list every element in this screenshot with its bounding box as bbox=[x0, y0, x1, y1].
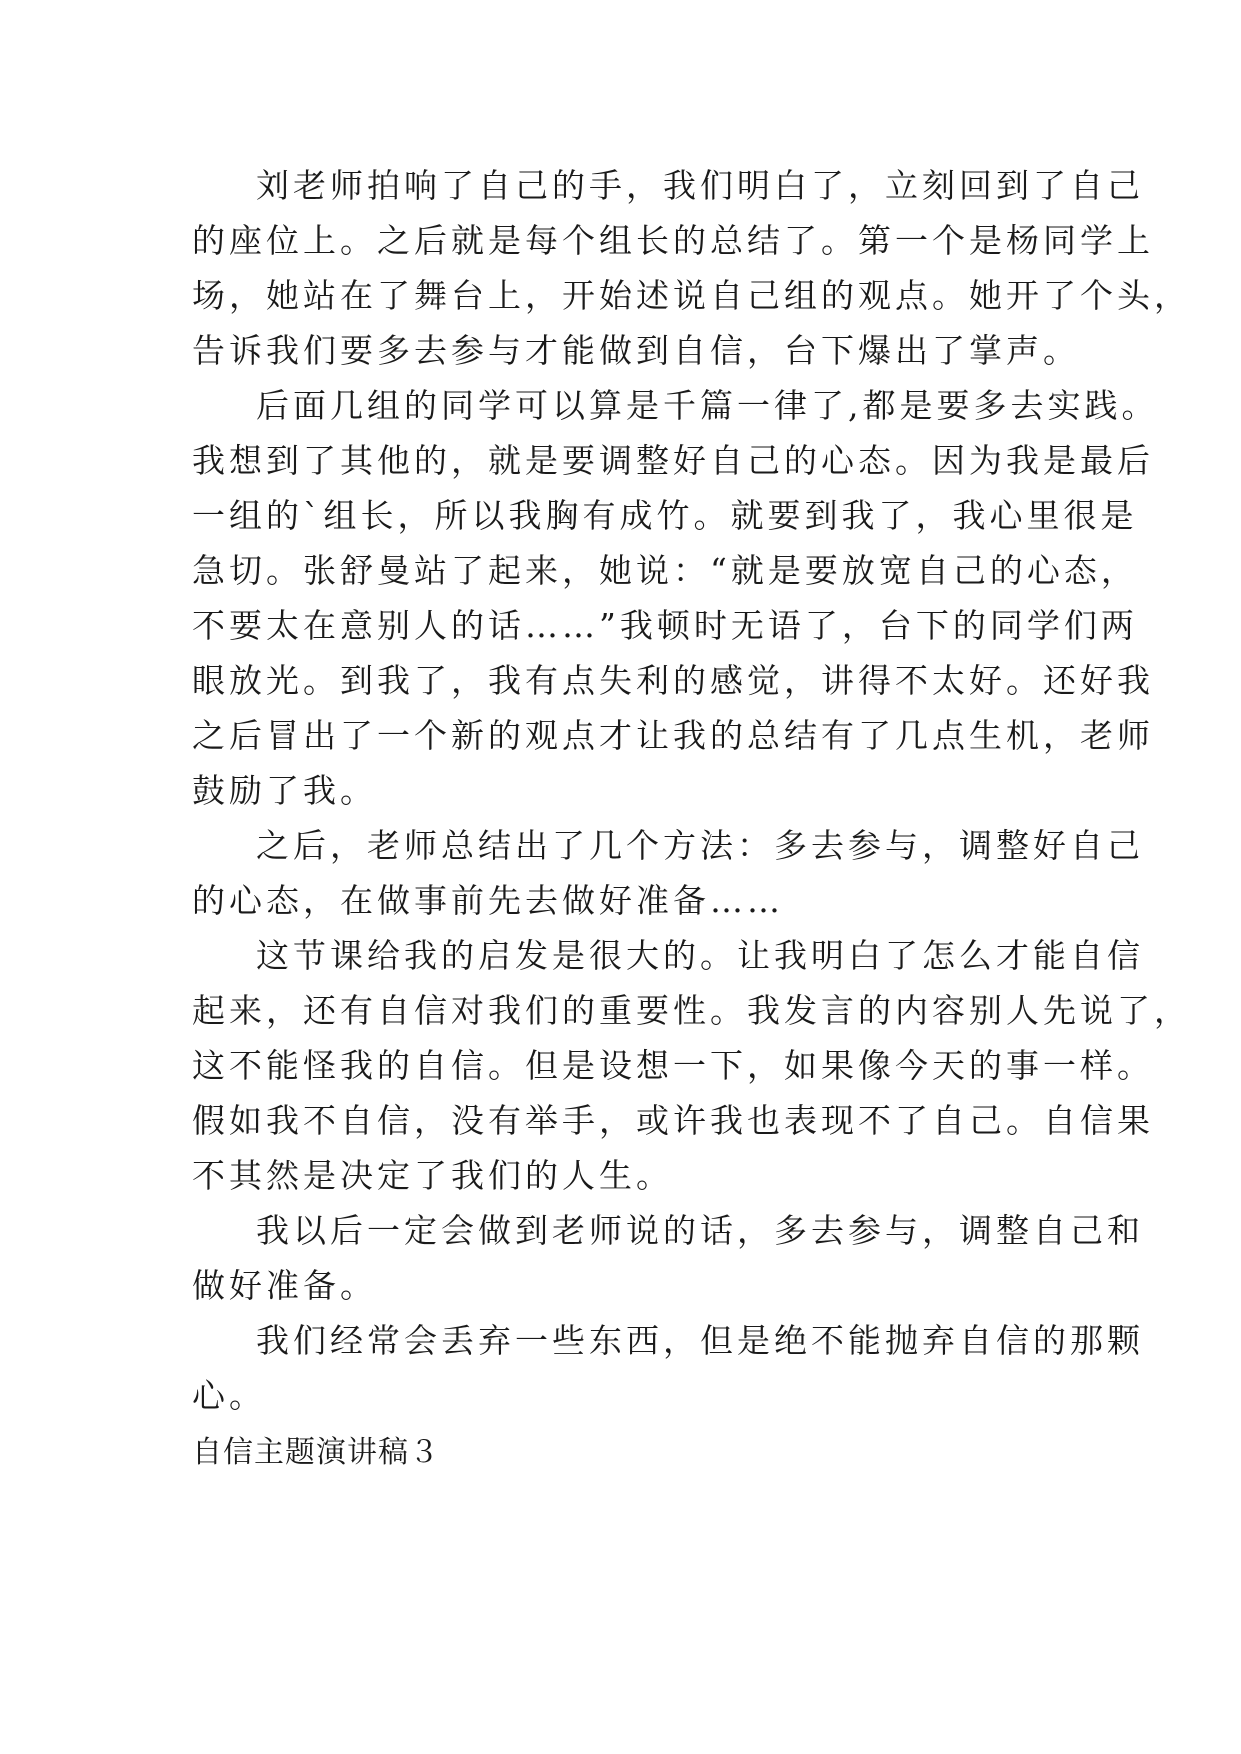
text-line: 心。 bbox=[192, 1376, 266, 1415]
text-line: 之后冒出了一个新的观点才让我的总结有了几点生机，老师 bbox=[192, 716, 1154, 755]
text-line: 鼓励了我。 bbox=[192, 771, 377, 810]
text-line: 之后，老师总结出了几个方法：多去参与，调整好自己 bbox=[256, 826, 1144, 865]
text-line: 告诉我们要多去参与才能做到自信，台下爆出了掌声。 bbox=[192, 331, 1080, 370]
text-line: 眼放光。到我了，我有点失利的感觉，讲得不太好。还好我 bbox=[192, 661, 1154, 700]
text-line: 这节课给我的启发是很大的。让我明白了怎么才能自信 bbox=[256, 936, 1144, 975]
text-line: 我想到了其他的，就是要调整好自己的心态。因为我是最后 bbox=[192, 441, 1154, 480]
text-line: 起来，还有自信对我们的重要性。我发言的内容别人先说了， bbox=[192, 991, 1191, 1030]
text-line: 的座位上。之后就是每个组长的总结了。第一个是杨同学上 bbox=[192, 221, 1154, 260]
text-line: 做好准备。 bbox=[192, 1266, 377, 1305]
text-line: 的心态，在做事前先去做好准备…… bbox=[192, 881, 784, 920]
text-line: 这不能怪我的自信。但是设想一下，如果像今天的事一样。 bbox=[192, 1046, 1154, 1085]
section-heading: 自信主题演讲稿３ bbox=[192, 1435, 440, 1470]
text-line: 不要太在意别人的话……”我顿时无语了，台下的同学们两 bbox=[192, 606, 1138, 645]
text-line: 假如我不自信，没有举手，或许我也表现不了自己。自信果 bbox=[192, 1101, 1154, 1140]
text-line: 我们经常会丢弃一些东西，但是绝不能抛弃自信的那颗 bbox=[256, 1321, 1144, 1360]
text-line: 后面几组的同学可以算是千篇一律了,都是要多去实践。 bbox=[256, 386, 1159, 425]
text-line: 场，她站在了舞台上，开始述说自己组的观点。她开了个头， bbox=[192, 276, 1191, 315]
text-line: 急切。张舒曼站了起来，她说：“就是要放宽自己的心态， bbox=[192, 551, 1138, 590]
text-line: 不其然是决定了我们的人生。 bbox=[192, 1156, 673, 1195]
text-line: 我以后一定会做到老师说的话，多去参与，调整自己和 bbox=[256, 1211, 1144, 1250]
text-line: 一组的`组长，所以我胸有成竹。就要到我了，我心里很是 bbox=[192, 496, 1138, 535]
text-line: 刘老师拍响了自己的手，我们明白了，立刻回到了自己 bbox=[256, 166, 1144, 205]
